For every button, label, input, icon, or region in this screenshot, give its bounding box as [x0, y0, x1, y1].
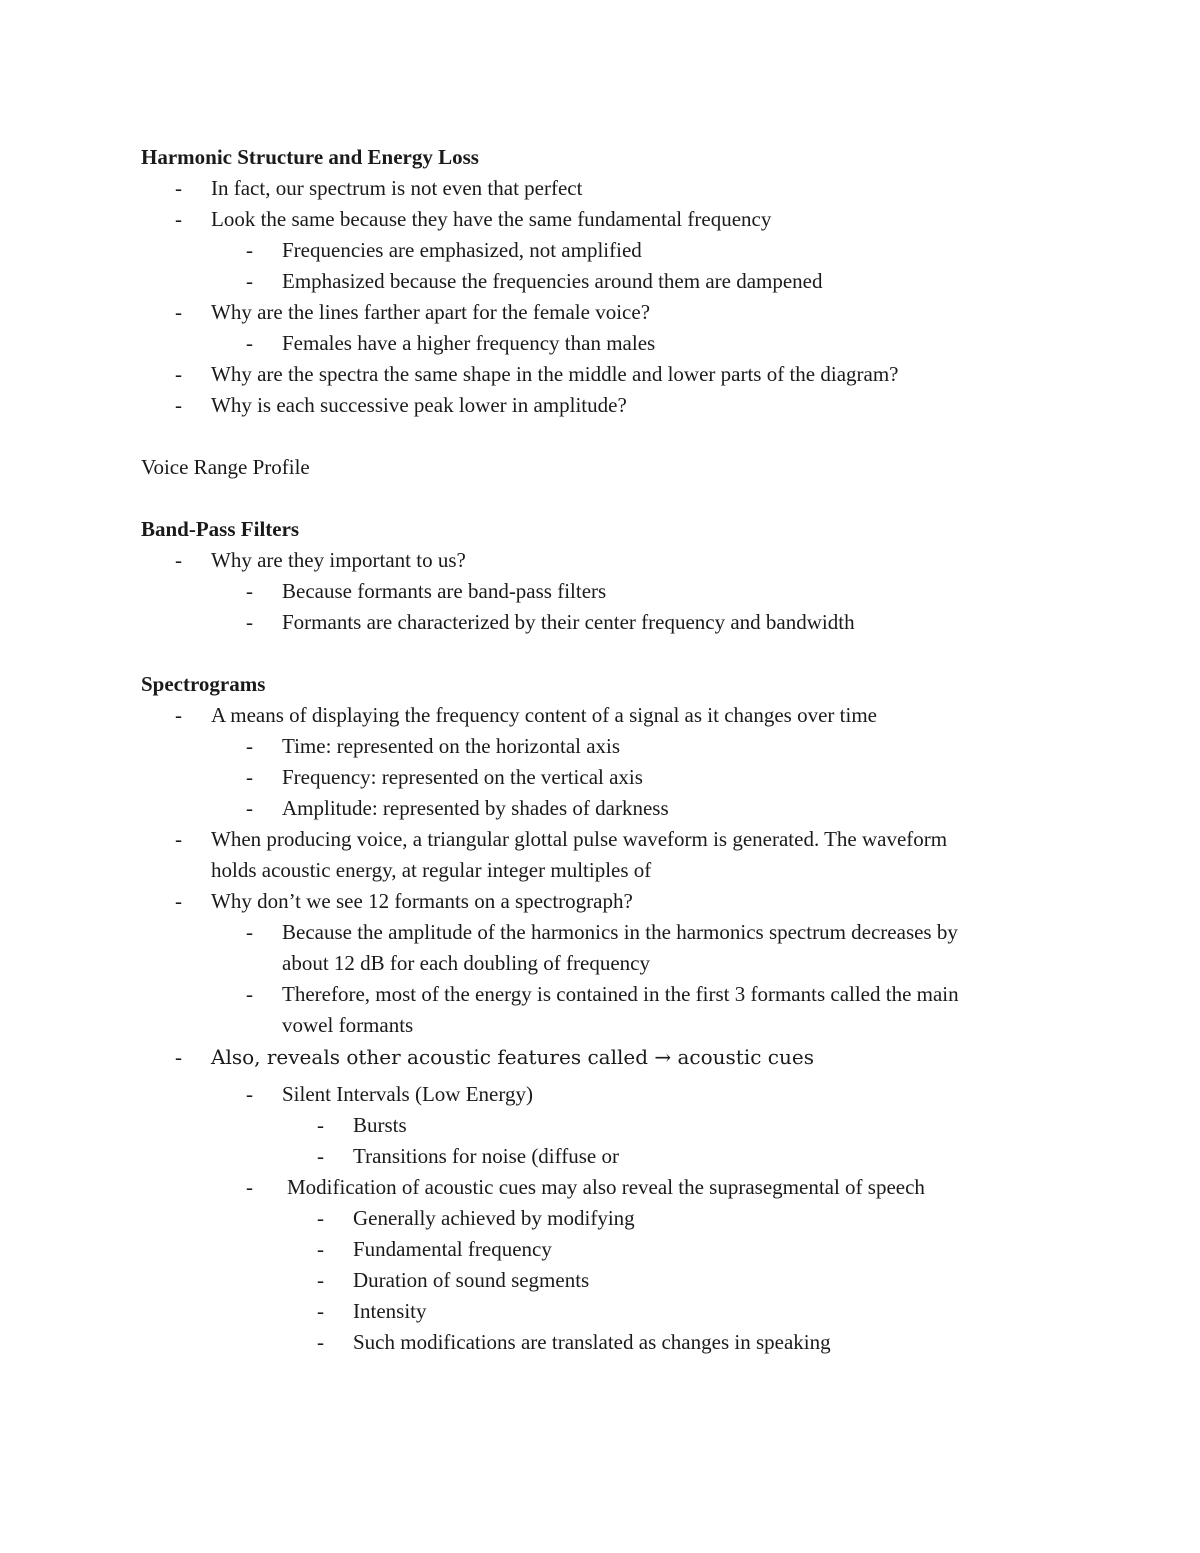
bullet-dash: - — [317, 1237, 324, 1261]
bullet-dash: - — [246, 610, 253, 634]
bullet-dash: - — [175, 393, 182, 417]
bullet-dash: - — [175, 703, 182, 727]
bullet-dash: - — [175, 300, 182, 324]
bullet-dash: - — [246, 1082, 253, 1106]
bullet-dash: - — [175, 889, 182, 913]
bullet-dash: - — [175, 362, 182, 386]
bullet-dash: - — [175, 827, 182, 851]
bullet-dash: - — [317, 1330, 324, 1354]
bullet-dash: - — [175, 207, 182, 231]
bullet-dash: - — [175, 1045, 182, 1069]
bullet-dash: - — [246, 1175, 253, 1199]
bullet-dash: - — [317, 1206, 324, 1230]
bullet-dash: - — [246, 734, 253, 758]
bullet-dash: - — [246, 238, 253, 262]
bullet-dash: - — [246, 920, 253, 944]
bullet-dash: - — [317, 1144, 324, 1168]
bullet-dash: - — [246, 765, 253, 789]
document-page: Harmonic Structure and Energy Loss - In fact, our spectrum is not even that perfect - Look the same because they have the same fundamental frequency - Frequencies are emphasized, not amplified - Emphasized because the frequencies around them are dampened - Why are the lines farther apart for the female voice? - Females have a higher frequency than males - Why are the spectra the same shape in the middle and lower parts of the diagram? - Why is each successive peak lower in amplitude? Voice Range Profile Band-Pass Filters - Why are they important to us? - Because formants are band-pass filters - Formants are characterized by their center frequency and bandwidth Spectrograms - A means of displaying the frequency content of a signal as it changes over time - Time: represented on the horizontal axis - Frequency: represented on the vertical axis - Amplitude: represented by shades of darkness - When producing voice, a triangular glottal pulse waveform is generated. The waveform holds acoustic energy, at regular integer multiples of - Why don’t we see 12 formants on a spectrograph? - Because the amplitude of the harmonics in the harmonics spectrum decreases by about 12 dB for each doubling of frequency - Therefore, most of the energy is contained in the first 3 formants called the main vowel formants - Also, reveals other acoustic features called → acoustic cues - Silent Intervals (Low Energy) - Bursts - Transitions for noise (diffuse or - Modification of acoustic cues may also reveal the suprasegmental of speech - Generally achieved by modifying - Fundamental frequency - Duration of sound segments - Intensity - Such modifications are translated as changes in speaking — [141, 145, 959, 1354]
bullet-dash: - — [246, 269, 253, 293]
bullet-dash: - — [246, 331, 253, 355]
bullet-dash: - — [246, 982, 253, 1006]
bullet-dash: - — [246, 796, 253, 820]
bullet-dash: - — [175, 548, 182, 572]
bullet-dash: - — [317, 1113, 324, 1137]
bullet-dash: - — [175, 176, 182, 200]
bullet-dash: - — [246, 579, 253, 603]
bullet-dash: - — [317, 1268, 324, 1292]
bullet-dash: - — [317, 1299, 324, 1323]
